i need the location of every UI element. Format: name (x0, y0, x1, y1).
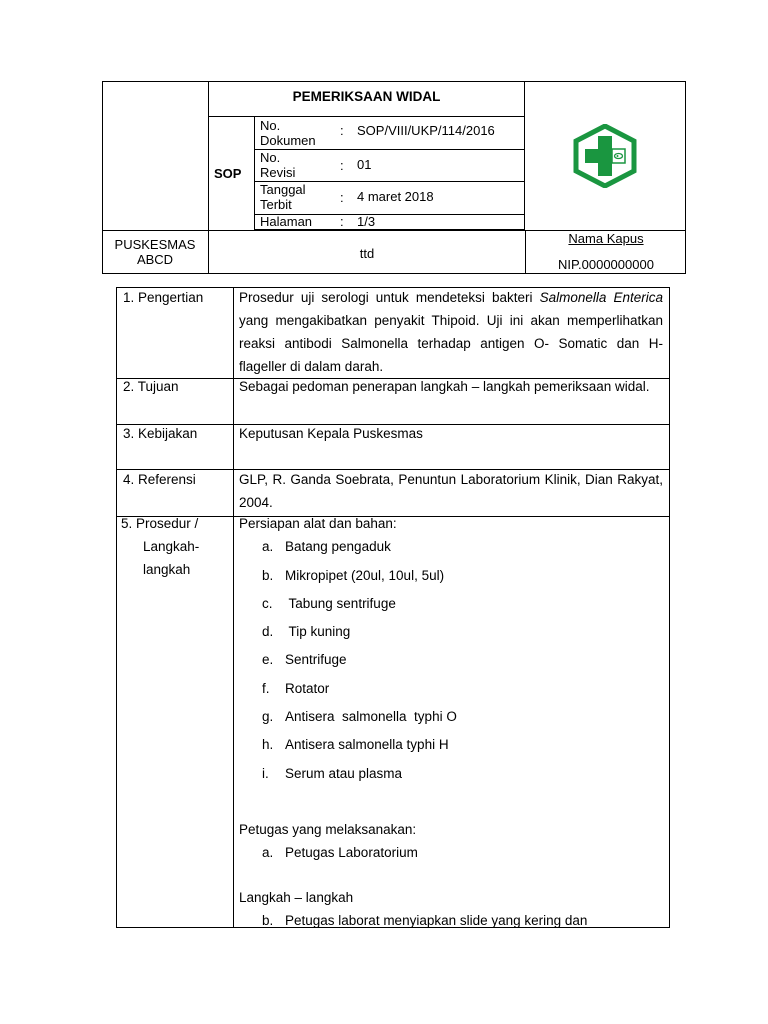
meta-colon: : (340, 190, 344, 205)
list-item: Sentrifuge (285, 652, 347, 667)
document-number: SOP/VIII/UKP/114/2016 (357, 123, 495, 138)
list-marker: f. (262, 681, 270, 696)
list-item: Mikropipet (20ul, 10ul, 5ul) (285, 568, 445, 583)
document-title: PEMERIKSAAN WIDAL (292, 89, 441, 104)
list-marker: g. (262, 709, 274, 724)
head-nip: NIP.0000000000 (558, 257, 654, 272)
section-label: Langkah- (143, 539, 200, 554)
meta-label: No. (260, 118, 281, 133)
section-label: 3. Kebijakan (123, 426, 198, 441)
issue-date: 4 maret 2018 (357, 189, 434, 204)
section-text: GLP, R. Ganda Soebrata, Penuntun Laboratorium Klinik, Dian Rakyat, 2004. (239, 472, 663, 510)
sop-label: SOP (214, 166, 242, 181)
section-label: 1. Pengertian (123, 290, 204, 305)
list-item: Petugas laborat menyiapkan slide yang kering dan (285, 913, 588, 928)
list-marker: d. (262, 624, 274, 639)
section-text (239, 286, 663, 378)
meta-label: Tanggal (260, 182, 306, 197)
list-item: Antisera salmonella typhi H (285, 737, 449, 752)
list-marker: a. (262, 539, 274, 554)
meta-colon: : (340, 214, 344, 229)
list-marker: b. (262, 568, 274, 583)
meta-label: Dokumen (260, 133, 316, 148)
list-item: Antisera salmonella typhi O (285, 709, 457, 724)
org-name: ABCD (136, 252, 174, 267)
list-marker: h. (262, 737, 274, 752)
page-number: 1/3 (357, 214, 376, 229)
meta-label: Halaman (260, 214, 313, 229)
section-text-part: yang mengakibatkan penyakit Thipoid. Uji ini akan memperlihatkan reaksi antibodi Salmonella terhadap antigen O- Somatic dan H-flageller di dalam darah. (239, 313, 663, 374)
revision-number: 01 (357, 157, 372, 172)
list-marker: i. (262, 766, 269, 781)
list-marker: e. (262, 652, 274, 667)
list-item: Batang pengaduk (285, 539, 391, 554)
list-item: Tabung sentrifuge (285, 596, 396, 611)
meta-label: Terbit (260, 197, 292, 212)
steps-title: Langkah – langkah (239, 890, 354, 905)
meta-colon: : (340, 158, 344, 173)
meta-label: Revisi (260, 165, 296, 180)
section-label: 5. Prosedur / (121, 516, 199, 531)
section-text: Sebagai pedoman penerapan langkah – langkah pemeriksaan widal. (239, 379, 650, 394)
section-label: 4. Referensi (123, 472, 196, 487)
content-divider (233, 287, 234, 928)
puskesmas-logo-icon (572, 124, 638, 188)
section-text-part: Prosedur uji serologi untuk mendeteksi bakteri (239, 290, 540, 305)
list-item: Tip kuning (285, 624, 351, 639)
list-marker: b. (262, 913, 274, 928)
list-marker: c. (262, 596, 273, 611)
staff-title: Petugas yang melaksanakan: (239, 822, 417, 837)
section-text-italic: Salmonella Enterica (539, 290, 663, 305)
section-label: langkah (143, 562, 191, 577)
list-item: Rotator (285, 681, 330, 696)
head-title: Nama Kapus (568, 231, 644, 246)
meta-colon: : (340, 123, 344, 138)
signature: ttd (359, 246, 375, 261)
org-name: PUSKESMAS (114, 237, 196, 252)
list-item: Petugas Laboratorium (285, 845, 418, 860)
section-text: Keputusan Kepala Puskesmas (239, 426, 423, 441)
section-label: 2. Tujuan (123, 379, 179, 394)
list-item: Serum atau plasma (285, 766, 403, 781)
prep-title: Persiapan alat dan bahan: (239, 516, 397, 531)
list-marker: a. (262, 845, 274, 860)
meta-label: No. (260, 150, 281, 165)
